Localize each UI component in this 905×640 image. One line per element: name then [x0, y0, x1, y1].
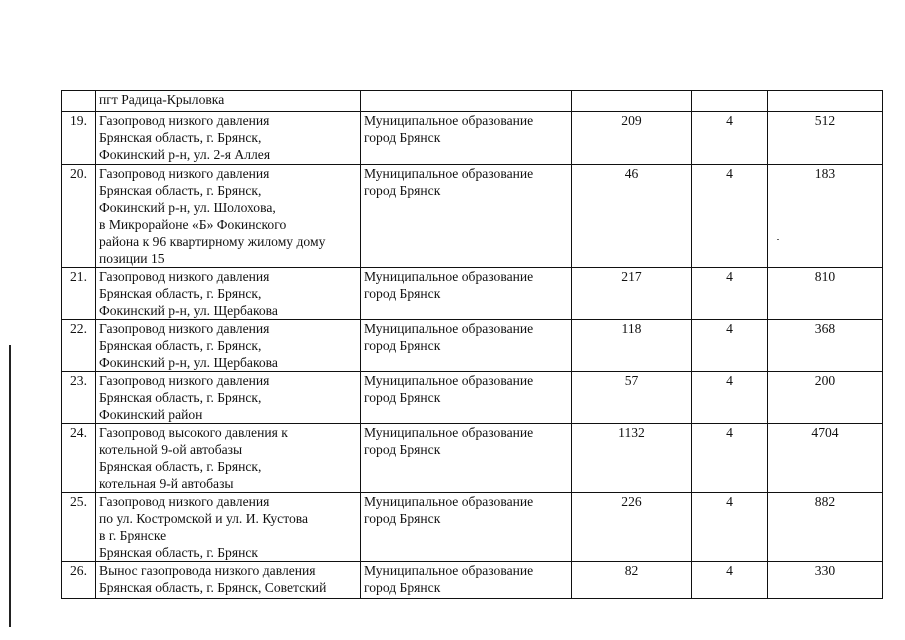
category-cell: 4 [692, 165, 768, 268]
row-number: 24. [62, 424, 96, 493]
value-cell [768, 91, 883, 112]
object-name: Газопровод низкого давления Брянская область, г. Брянск, Фокинский район [96, 372, 361, 424]
category-cell: 4 [692, 112, 768, 165]
table-row [62, 493, 883, 562]
category-cell: 4 [692, 320, 768, 372]
row-number: 23. [62, 372, 96, 424]
object-name: Газопровод низкого давления Брянская область, г. Брянск, Фокинский р-н, ул. 2-я Аллея [96, 112, 361, 165]
value-cell: 368 [768, 320, 883, 372]
category-cell [692, 91, 768, 112]
object-name: Газопровод низкого давления Брянская область, г. Брянск, Фокинский р-н, ул. Щербакова [96, 320, 361, 372]
owner-cell: Муниципальное образование город Брянск [361, 372, 572, 424]
row-number: 25. [62, 493, 96, 562]
owner-cell: Муниципальное образование город Брянск [361, 424, 572, 493]
owner-cell: Муниципальное образование город Брянск [361, 493, 572, 562]
value-cell: 512 [768, 112, 883, 165]
table-row [62, 112, 883, 165]
length-cell: 209 [572, 112, 692, 165]
length-cell: 57 [572, 372, 692, 424]
table-row [62, 562, 883, 599]
owner-cell: Муниципальное образование город Брянск [361, 165, 572, 268]
table-row [62, 268, 883, 320]
table-row [62, 91, 883, 112]
scan-speck [777, 239, 779, 240]
owner-cell: Муниципальное образование город Брянск [361, 112, 572, 165]
value-cell: 183 [768, 165, 883, 268]
value-cell: 330 [768, 562, 883, 599]
table-row [62, 165, 883, 268]
table-row [62, 424, 883, 493]
category-cell: 4 [692, 372, 768, 424]
row-number: 19. [62, 112, 96, 165]
object-name: пгт Радица-Крыловка [96, 91, 361, 112]
document-table-wrapper [61, 90, 883, 599]
length-cell [572, 91, 692, 112]
owner-cell [361, 91, 572, 112]
category-cell: 4 [692, 424, 768, 493]
length-cell: 82 [572, 562, 692, 599]
length-cell: 118 [572, 320, 692, 372]
gas-pipeline-table [61, 90, 883, 599]
table-row [62, 372, 883, 424]
row-number: 26. [62, 562, 96, 599]
value-cell: 882 [768, 493, 883, 562]
category-cell: 4 [692, 268, 768, 320]
object-name: Вынос газопровода низкого давления Брянская область, г. Брянск, Советский [96, 562, 361, 599]
category-cell: 4 [692, 493, 768, 562]
value-cell: 4704 [768, 424, 883, 493]
row-number: 22. [62, 320, 96, 372]
row-number: 20. [62, 165, 96, 268]
table-row [62, 320, 883, 372]
value-cell: 810 [768, 268, 883, 320]
length-cell: 46 [572, 165, 692, 268]
object-name: Газопровод низкого давления Брянская область, г. Брянск, Фокинский р-н, ул. Щербакова [96, 268, 361, 320]
owner-cell: Муниципальное образование город Брянск [361, 320, 572, 372]
owner-cell: Муниципальное образование город Брянск [361, 268, 572, 320]
object-name: Газопровод низкого давления по ул. Костромской и ул. И. Кустова в г. Брянске Брянская область, г. Брянск [96, 493, 361, 562]
length-cell: 217 [572, 268, 692, 320]
length-cell: 1132 [572, 424, 692, 493]
value-cell: 200 [768, 372, 883, 424]
row-number [62, 91, 96, 112]
row-number: 21. [62, 268, 96, 320]
object-name: Газопровод высокого давления к котельной 9-ой автобазы Брянская область, г. Брянск, котельная 9-й автобазы [96, 424, 361, 493]
page-margin-line [9, 345, 11, 627]
category-cell: 4 [692, 562, 768, 599]
length-cell: 226 [572, 493, 692, 562]
owner-cell: Муниципальное образование город Брянск [361, 562, 572, 599]
object-name: Газопровод низкого давления Брянская область, г. Брянск, Фокинский р-н, ул. Шолохова, в Микрорайоне «Б» Фокинского района к 96 квартирному жилому дому позиции 15 [96, 165, 361, 268]
